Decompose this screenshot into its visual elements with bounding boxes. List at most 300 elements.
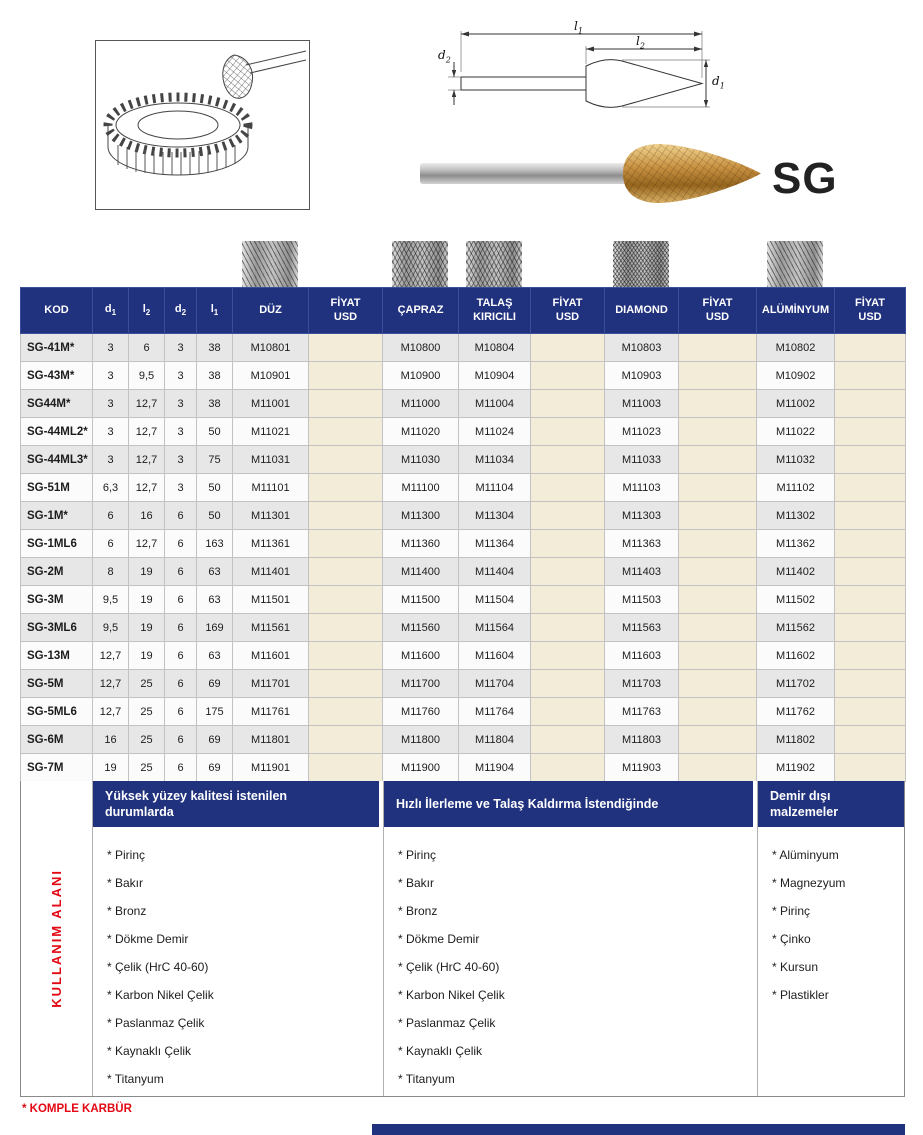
usage-item: * Plastikler: [772, 988, 829, 1002]
table-row: [21, 642, 906, 670]
usage-item: * Dökme Demir: [107, 932, 189, 946]
l2-cell: 12,7: [129, 446, 165, 474]
aluminyum-cell: M11702: [757, 670, 835, 698]
table-row: [21, 502, 906, 530]
aluminyum-cell: M11762: [757, 698, 835, 726]
d2-cell: 6: [165, 754, 197, 782]
usage-column-header: Hızlı İlerleme ve Talaş Kaldırma İstendiğinde: [384, 781, 757, 827]
usage-item: * Karbon Nikel Çelik: [398, 988, 505, 1002]
l2-cell: 12,7: [129, 530, 165, 558]
texture-strip: [20, 240, 905, 287]
usage-item: * Bronz: [107, 904, 147, 918]
price-cell: [679, 446, 757, 474]
price-cell: [531, 390, 605, 418]
price-cell: [309, 614, 383, 642]
price-cell: [531, 362, 605, 390]
d2-cell: 3: [165, 334, 197, 362]
price-cell: [835, 670, 906, 698]
l2-cell: 25: [129, 698, 165, 726]
usage-item: * Paslanmaz Çelik: [398, 1016, 496, 1030]
price-cell: [531, 446, 605, 474]
usage-item: * Karbon Nikel Çelik: [107, 988, 214, 1002]
col-header-diamond: DIAMOND: [605, 288, 679, 334]
product-table: [20, 287, 906, 782]
capraz-cell: M11030: [383, 446, 459, 474]
aluminyum-cell: M11362: [757, 530, 835, 558]
kod-cell: SG-3M: [21, 586, 93, 614]
table-header-row: [21, 288, 906, 334]
dimension-diagram-svg: [438, 22, 728, 130]
talas-cell: M11034: [459, 446, 531, 474]
d1-cell: 3: [93, 390, 129, 418]
price-cell: [309, 474, 383, 502]
aluminyum-burr-texture-image: [767, 241, 823, 287]
talas-cell: M11904: [459, 754, 531, 782]
d1-cell: 6: [93, 502, 129, 530]
price-cell: [835, 362, 906, 390]
series-label: SG: [772, 154, 838, 203]
d2-cell: 3: [165, 418, 197, 446]
price-cell: [835, 446, 906, 474]
d2-cell: 6: [165, 586, 197, 614]
price-cell: [309, 698, 383, 726]
usage-item: * Çelik (HrC 40-60): [398, 960, 500, 974]
aluminyum-cell: M11022: [757, 418, 835, 446]
usage-column-fast-removal: [383, 781, 757, 1096]
talas-cell: M11564: [459, 614, 531, 642]
table-row: [21, 474, 906, 502]
d1-cell: 3: [93, 362, 129, 390]
capraz-cell: M11360: [383, 530, 459, 558]
col-header-kod: KOD: [21, 288, 93, 334]
aluminyum-cell: M11562: [757, 614, 835, 642]
usage-item: * Kaynaklı Çelik: [107, 1044, 192, 1058]
price-cell: [679, 754, 757, 782]
price-cell: [835, 334, 906, 362]
d2-cell: 6: [165, 670, 197, 698]
diamond-cell: M11903: [605, 754, 679, 782]
usage-item: * Bakır: [398, 876, 435, 890]
usage-item: * Titanyum: [398, 1072, 455, 1086]
kod-cell: SG-51M: [21, 474, 93, 502]
col-header-d2: $d_2$: [165, 288, 197, 334]
price-cell: [679, 642, 757, 670]
usage-side-label: KULLANIM ALANI: [49, 869, 64, 1008]
capraz-cell: M11400: [383, 558, 459, 586]
d1-cell: 12,7: [93, 698, 129, 726]
price-cell: [309, 390, 383, 418]
kod-cell: SG-44ML2*: [21, 418, 93, 446]
gear-burr-drawing: [95, 40, 310, 210]
price-cell: [531, 474, 605, 502]
usage-column-header: Yüksek yüzey kalitesi istenilen durumlarda: [93, 781, 383, 827]
l2-cell: 12,7: [129, 390, 165, 418]
d1-cell: 3: [93, 446, 129, 474]
l2-cell: 19: [129, 586, 165, 614]
usage-item: * Magnezyum: [772, 876, 846, 890]
talas-cell: M11104: [459, 474, 531, 502]
talas-cell: M11404: [459, 558, 531, 586]
kod-cell: SG-5ML6: [21, 698, 93, 726]
capraz-cell: M11020: [383, 418, 459, 446]
diamond-cell: M11563: [605, 614, 679, 642]
l1-cell: 175: [197, 698, 233, 726]
usage-column-header: Demir dışı malzemeler: [758, 781, 904, 827]
dim-label-l2: $l_2$: [636, 34, 645, 51]
d2-cell: 6: [165, 698, 197, 726]
price-cell: [679, 502, 757, 530]
capraz-cell: M11300: [383, 502, 459, 530]
usage-item: * Pirinç: [107, 848, 146, 862]
kod-cell: SG-41M*: [21, 334, 93, 362]
usage-item: * Pirinç: [398, 848, 437, 862]
usage-item: * Bronz: [398, 904, 438, 918]
talas-cell: M11364: [459, 530, 531, 558]
footer-bar: [372, 1124, 905, 1135]
capraz-cell: M11900: [383, 754, 459, 782]
diamond-cell: M11023: [605, 418, 679, 446]
kod-cell: SG-7M: [21, 754, 93, 782]
price-cell: [679, 614, 757, 642]
talas-cell: M11804: [459, 726, 531, 754]
diamond-cell: M11303: [605, 502, 679, 530]
kod-cell: SG-1ML6: [21, 530, 93, 558]
d1-cell: 9,5: [93, 586, 129, 614]
price-cell: [531, 418, 605, 446]
duz-cell: M11101: [233, 474, 309, 502]
duz-cell: M11561: [233, 614, 309, 642]
col-header-l2: $l_2$: [129, 288, 165, 334]
burr-photo-svg: [418, 136, 763, 214]
d2-cell: 6: [165, 614, 197, 642]
usage-item: * Çinko: [772, 932, 811, 946]
l1-cell: 38: [197, 362, 233, 390]
capraz-cell: M11760: [383, 698, 459, 726]
d1-cell: 3: [93, 418, 129, 446]
price-cell: [835, 726, 906, 754]
capraz-cell: M11600: [383, 642, 459, 670]
talas-cell: M11304: [459, 502, 531, 530]
price-cell: [835, 530, 906, 558]
price-cell: [309, 362, 383, 390]
diamond-cell: M11503: [605, 586, 679, 614]
price-cell: [531, 670, 605, 698]
d2-cell: 3: [165, 362, 197, 390]
d2-cell: 3: [165, 474, 197, 502]
l2-cell: 6: [129, 334, 165, 362]
price-cell: [679, 390, 757, 418]
diamond-cell: M10803: [605, 334, 679, 362]
aluminyum-cell: M11602: [757, 642, 835, 670]
diamond-cell: M11803: [605, 726, 679, 754]
l1-cell: 50: [197, 502, 233, 530]
price-cell: [309, 726, 383, 754]
price-cell: [835, 558, 906, 586]
dim-label-l1: $l_1$: [574, 19, 583, 36]
price-cell: [679, 726, 757, 754]
price-cell: [835, 698, 906, 726]
diamond-cell: M11603: [605, 642, 679, 670]
price-cell: [531, 726, 605, 754]
price-cell: [835, 754, 906, 782]
d1-cell: 6: [93, 530, 129, 558]
col-header-l1: $l_1$: [197, 288, 233, 334]
l1-cell: 38: [197, 334, 233, 362]
price-cell: [531, 558, 605, 586]
price-cell: [309, 754, 383, 782]
d2-cell: 3: [165, 390, 197, 418]
duz-cell: M11031: [233, 446, 309, 474]
table-row: [21, 446, 906, 474]
burr-photo: [418, 136, 763, 214]
talas-cell: M11704: [459, 670, 531, 698]
usage-side-cell: [21, 781, 93, 1096]
diamond-cell: M11763: [605, 698, 679, 726]
table-row: [21, 698, 906, 726]
l1-cell: 50: [197, 474, 233, 502]
capraz-cell: M11800: [383, 726, 459, 754]
usage-item: * Bakır: [107, 876, 144, 890]
kod-cell: SG-6M: [21, 726, 93, 754]
usage-section: [20, 781, 905, 1097]
capraz-cell: M11000: [383, 390, 459, 418]
l2-cell: 12,7: [129, 418, 165, 446]
duz-cell: M11901: [233, 754, 309, 782]
duz-cell: M10901: [233, 362, 309, 390]
usage-item: * Dökme Demir: [398, 932, 480, 946]
duz-cell: M11601: [233, 642, 309, 670]
duz-cell: M11401: [233, 558, 309, 586]
l2-cell: 25: [129, 754, 165, 782]
capraz-cell: M11560: [383, 614, 459, 642]
gear-burr-drawing-svg: [96, 41, 309, 209]
table-row: [21, 614, 906, 642]
capraz-cell: M10900: [383, 362, 459, 390]
col-header-fiyat-1: FİYAT USD: [309, 288, 383, 334]
price-cell: [835, 614, 906, 642]
l1-cell: 63: [197, 586, 233, 614]
col-header-fiyat-2: FİYAT USD: [531, 288, 605, 334]
dim-label-d2: $d_2$: [438, 48, 451, 65]
price-cell: [309, 530, 383, 558]
usage-item: * Çelik (HrC 40-60): [107, 960, 209, 974]
talas-kiricili-burr-texture-image: [466, 241, 522, 287]
l1-cell: 38: [197, 390, 233, 418]
col-header-d1: $d_1$: [93, 288, 129, 334]
l1-cell: 69: [197, 754, 233, 782]
table-row: [21, 670, 906, 698]
capraz-cell: M10800: [383, 334, 459, 362]
price-cell: [679, 362, 757, 390]
kod-cell: SG-44ML3*: [21, 446, 93, 474]
price-cell: [835, 502, 906, 530]
kod-cell: SG-5M: [21, 670, 93, 698]
usage-column-nonferrous: [757, 781, 904, 1096]
duz-cell: M11301: [233, 502, 309, 530]
usage-list: [758, 827, 904, 1009]
footnote: * KOMPLE KARBÜR: [22, 1103, 132, 1115]
dim-label-d1: $d_1$: [712, 74, 725, 91]
talas-cell: M10904: [459, 362, 531, 390]
duz-burr-texture-image: [242, 241, 298, 287]
l2-cell: 12,7: [129, 474, 165, 502]
price-cell: [679, 586, 757, 614]
talas-cell: M11504: [459, 586, 531, 614]
talas-cell: M11004: [459, 390, 531, 418]
price-cell: [531, 754, 605, 782]
diamond-cell: M11003: [605, 390, 679, 418]
l1-cell: 63: [197, 558, 233, 586]
price-cell: [679, 530, 757, 558]
talas-cell: M11764: [459, 698, 531, 726]
l1-cell: 169: [197, 614, 233, 642]
kod-cell: SG-1M*: [21, 502, 93, 530]
d1-cell: 19: [93, 754, 129, 782]
price-cell: [835, 586, 906, 614]
usage-item: * Pirinç: [772, 904, 811, 918]
d1-cell: 9,5: [93, 614, 129, 642]
l1-cell: 63: [197, 642, 233, 670]
duz-cell: M11001: [233, 390, 309, 418]
aluminyum-cell: M11302: [757, 502, 835, 530]
l2-cell: 9,5: [129, 362, 165, 390]
aluminyum-cell: M11802: [757, 726, 835, 754]
l2-cell: 19: [129, 642, 165, 670]
aluminyum-cell: M11502: [757, 586, 835, 614]
usage-list: [384, 827, 757, 1093]
diamond-cell: M10903: [605, 362, 679, 390]
diamond-cell: M11033: [605, 446, 679, 474]
table-row: [21, 418, 906, 446]
d1-cell: 16: [93, 726, 129, 754]
l1-cell: 50: [197, 418, 233, 446]
price-cell: [835, 390, 906, 418]
kod-cell: SG-3ML6: [21, 614, 93, 642]
d2-cell: 3: [165, 446, 197, 474]
l1-cell: 69: [197, 670, 233, 698]
l2-cell: 25: [129, 726, 165, 754]
price-cell: [309, 446, 383, 474]
diamond-cell: M11103: [605, 474, 679, 502]
duz-cell: M10801: [233, 334, 309, 362]
aluminyum-cell: M11032: [757, 446, 835, 474]
usage-item: * Kursun: [772, 960, 819, 974]
price-cell: [835, 642, 906, 670]
talas-cell: M11604: [459, 642, 531, 670]
diamond-cell: M11703: [605, 670, 679, 698]
price-cell: [679, 698, 757, 726]
d1-cell: 12,7: [93, 670, 129, 698]
aluminyum-cell: M11402: [757, 558, 835, 586]
table-row: [21, 390, 906, 418]
price-cell: [679, 474, 757, 502]
price-cell: [835, 418, 906, 446]
l1-cell: 75: [197, 446, 233, 474]
capraz-cell: M11700: [383, 670, 459, 698]
capraz-burr-texture-image: [392, 241, 448, 287]
usage-column-surface-quality: [93, 781, 383, 1096]
table-row: [21, 362, 906, 390]
d1-cell: 12,7: [93, 642, 129, 670]
price-cell: [309, 642, 383, 670]
diamond-burr-texture-image: [613, 241, 669, 287]
usage-item: * Paslanmaz Çelik: [107, 1016, 205, 1030]
d1-cell: 8: [93, 558, 129, 586]
aluminyum-cell: M11002: [757, 390, 835, 418]
price-cell: [309, 670, 383, 698]
l2-cell: 19: [129, 614, 165, 642]
usage-item: * Titanyum: [107, 1072, 164, 1086]
aluminyum-cell: M11902: [757, 754, 835, 782]
price-cell: [679, 334, 757, 362]
price-cell: [309, 558, 383, 586]
table-row: [21, 334, 906, 362]
table-row: [21, 558, 906, 586]
d1-cell: 3: [93, 334, 129, 362]
price-cell: [309, 502, 383, 530]
col-header-capraz: ÇAPRAZ: [383, 288, 459, 334]
price-cell: [531, 334, 605, 362]
l1-cell: 163: [197, 530, 233, 558]
kod-cell: SG-43M*: [21, 362, 93, 390]
price-cell: [531, 642, 605, 670]
price-cell: [835, 474, 906, 502]
col-header-aluminyum: ALÜMİNYUM: [757, 288, 835, 334]
d2-cell: 6: [165, 726, 197, 754]
table-row: [21, 726, 906, 754]
price-cell: [679, 418, 757, 446]
dimension-diagram: [438, 19, 728, 130]
table-body: [21, 334, 906, 782]
diamond-cell: M11403: [605, 558, 679, 586]
table-row: [21, 586, 906, 614]
d2-cell: 6: [165, 530, 197, 558]
table-row: [21, 530, 906, 558]
l1-cell: 69: [197, 726, 233, 754]
price-cell: [531, 698, 605, 726]
l2-cell: 19: [129, 558, 165, 586]
d2-cell: 6: [165, 502, 197, 530]
price-cell: [309, 586, 383, 614]
price-cell: [531, 614, 605, 642]
price-cell: [309, 334, 383, 362]
aluminyum-cell: M10802: [757, 334, 835, 362]
talas-cell: M11024: [459, 418, 531, 446]
price-cell: [309, 418, 383, 446]
duz-cell: M11361: [233, 530, 309, 558]
col-header-fiyat-3: FİYAT USD: [679, 288, 757, 334]
aluminyum-cell: M10902: [757, 362, 835, 390]
l2-cell: 25: [129, 670, 165, 698]
duz-cell: M11761: [233, 698, 309, 726]
kod-cell: SG-13M: [21, 642, 93, 670]
price-cell: [531, 502, 605, 530]
usage-item: * Alüminyum: [772, 848, 839, 862]
kod-cell: SG-2M: [21, 558, 93, 586]
capraz-cell: M11500: [383, 586, 459, 614]
kod-cell: SG44M*: [21, 390, 93, 418]
talas-cell: M10804: [459, 334, 531, 362]
col-header-talas: TALAŞ KIRICILI: [459, 288, 531, 334]
d1-cell: 6,3: [93, 474, 129, 502]
usage-item: * Kaynaklı Çelik: [398, 1044, 483, 1058]
col-header-duz: DÜZ: [233, 288, 309, 334]
d2-cell: 6: [165, 642, 197, 670]
duz-cell: M11801: [233, 726, 309, 754]
usage-list: [93, 827, 383, 1093]
capraz-cell: M11100: [383, 474, 459, 502]
price-cell: [679, 558, 757, 586]
